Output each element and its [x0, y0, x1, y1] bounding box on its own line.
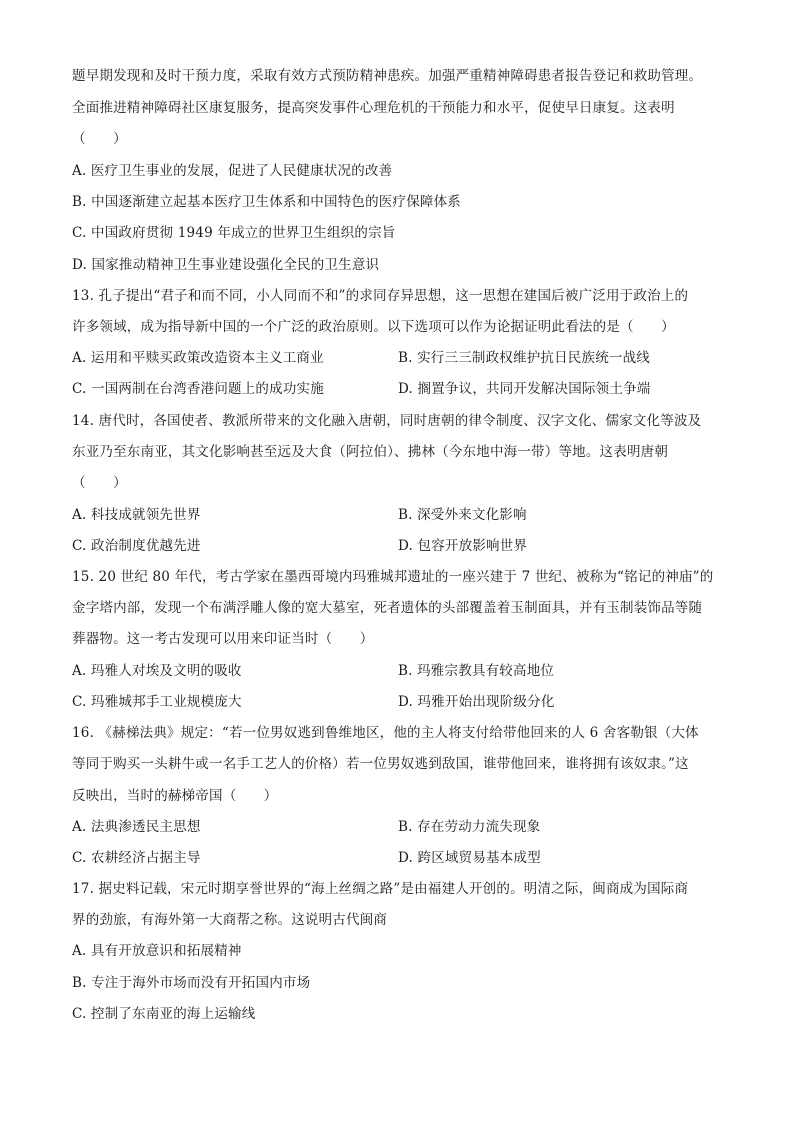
- q12-option-a: A. 医疗卫生事业的发展，促进了人民健康状况的改善: [72, 163, 393, 179]
- q12-stem-line-2: 全面推进精神障碍社区康复服务，提高突发事件心理危机的干预能力和水平，促使早日康复。这表明: [72, 100, 675, 116]
- q16-option-a: A. 法典渗透民主思想: [72, 819, 201, 835]
- q12-option-d: D. 国家推动精神卫生事业建设强化全民的卫生意识: [72, 257, 380, 273]
- q16-stem-line-3: 反映出，当时的赫梯帝国（ ）: [72, 788, 278, 804]
- q12-option-c: C. 中国政府贯彻 1949 年成立的世界卫生组织的宗旨: [72, 225, 396, 241]
- q14-option-a: A. 科技成就领先世界: [72, 507, 201, 523]
- q16-option-b: B. 存在劳动力流失现象: [398, 819, 541, 835]
- q15-stem-line-1: 15. 20 世纪 80 年代，考古学家在墨西哥境内玛雅城邦遗址的一座兴建于 7 世纪、被称为“铭记的神庙”的: [72, 569, 714, 585]
- q14-stem-line-2: 东亚乃至东南亚，其文化影响甚至远及大食（阿拉伯）、拂林（今东地中海一带）等地。这表明唐朝: [72, 444, 669, 460]
- q13-stem-line-2: 许多领域，成为指导新中国的一个广泛的政治原则。以下选项可以作为论据证明此看法的是（ ）: [72, 319, 675, 335]
- q12-option-b: B. 中国逐渐建立起基本医疗卫生体系和中国特色的医疗保障体系: [72, 194, 462, 210]
- q14-option-d: D. 包容开放影响世界: [398, 538, 528, 554]
- q17-stem-line-2: 界的劲旅，有海外第一大商帮之称。这说明古代闽商: [72, 912, 388, 928]
- q17-option-a: A. 具有开放意识和拓展精神: [72, 943, 242, 959]
- q13-option-a: A. 运用和平赎买政策改造资本主义工商业: [72, 350, 324, 366]
- q16-option-c: C. 农耕经济占据主导: [72, 850, 201, 866]
- q13-option-d: D. 搁置争议，共同开发解决国际领土争端: [398, 381, 651, 397]
- q15-stem-line-2: 金字塔内部，发现一个布满浮雕人像的宽大墓室，死者遗体的头部覆盖着玉制面具，并有玉制装饰品等随: [72, 600, 703, 616]
- q13-stem-line-1: 13. 孔子提出“君子和而不同，小人同而不和”的求同存异思想，这一思想在建国后被广泛用于政治上的: [72, 288, 689, 304]
- q16-stem-line-1: 16. 《赫梯法典》规定：“若一位男奴逃到鲁维地区，他的主人将支付给带他回来的人 6 舍客勒银（大体: [72, 725, 699, 741]
- q15-option-b: B. 玛雅宗教具有较高地位: [398, 663, 555, 679]
- q16-option-d: D. 跨区域贸易基本成型: [398, 850, 541, 866]
- q12-stem-line-1: 题早期发现和及时干预力度，采取有效方式预防精神患疾。加强严重精神障碍患者报告登记和救助管理。: [72, 68, 703, 84]
- q17-stem-line-1: 17. 据史料记载，宋元时期享誉世界的“海上丝绸之路”是由福建人开创的。明清之际，闽商成为国际商: [72, 881, 689, 897]
- q14-stem-line-3: （ ）: [72, 475, 127, 491]
- q13-option-b: B. 实行三三制政权维护抗日民族统一战线: [398, 350, 651, 366]
- q17-option-c: C. 控制了东南亚的海上运输线: [72, 1006, 256, 1022]
- q15-option-d: D. 玛雅开始出现阶级分化: [398, 694, 555, 710]
- q12-stem-line-3: （ ）: [72, 131, 127, 147]
- q17-option-b: B. 专注于海外市场而没有开拓国内市场: [72, 975, 311, 991]
- q14-option-c: C. 政治制度优越先进: [72, 538, 201, 554]
- q16-stem-line-2: 等同于购买一头耕牛或一名手工艺人的价格）若一位男奴逃到敌国，谁带他回来，谁将拥有该奴隶。”这: [72, 756, 689, 772]
- q13-option-c: C. 一国两制在台湾香港问题上的成功实施: [72, 381, 324, 397]
- q14-option-b: B. 深受外来文化影响: [398, 507, 527, 523]
- q15-option-c: C. 玛雅城邦手工业规模庞大: [72, 694, 242, 710]
- q14-stem-line-1: 14. 唐代时，各国使者、教派所带来的文化融入唐朝，同时唐朝的律令制度、汉字文化、儒家文化等波及: [72, 413, 702, 429]
- q15-stem-line-3: 葬器物。这一考古发现可以用来印证当时（ ）: [72, 631, 374, 647]
- q15-option-a: A. 玛雅人对埃及文明的吸收: [72, 663, 242, 679]
